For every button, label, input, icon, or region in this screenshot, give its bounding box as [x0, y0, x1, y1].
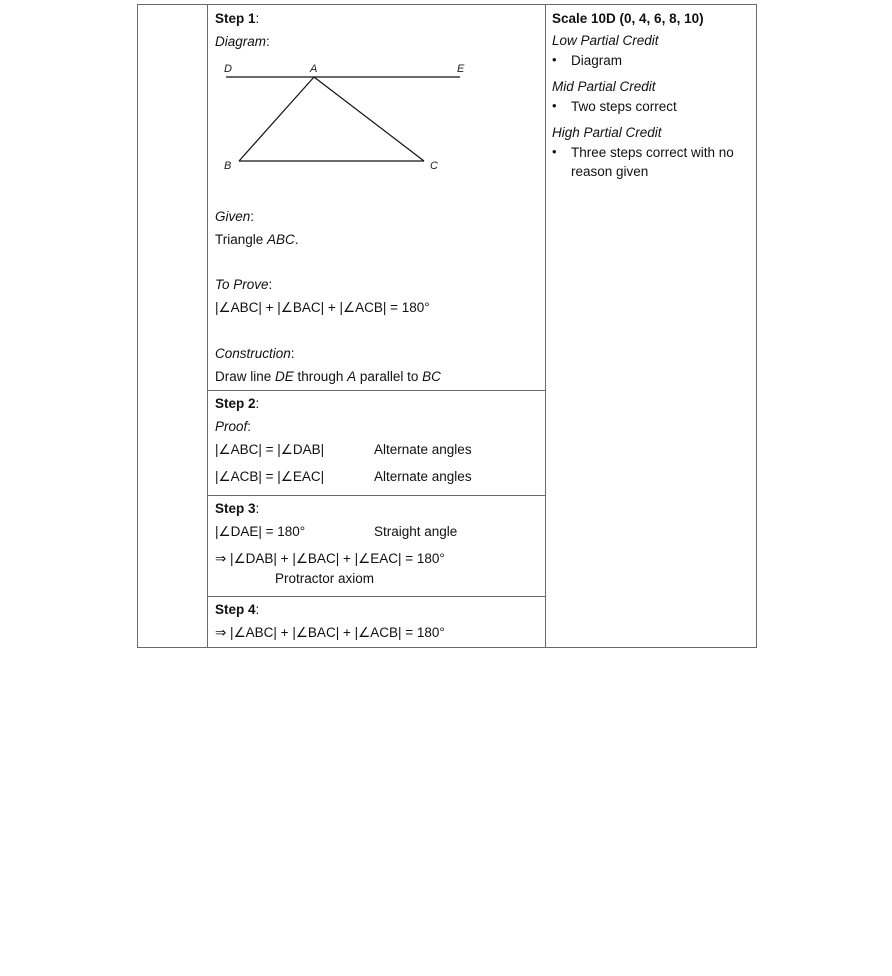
construction-part-5: BC	[422, 369, 441, 384]
point-label-e: E	[457, 63, 465, 75]
step3-reason-2: Protractor axiom	[275, 571, 375, 586]
mid-credit-label: Mid Partial Credit	[552, 79, 656, 94]
high-credit-item-line2: reason given	[571, 164, 649, 179]
construction-text	[215, 368, 441, 386]
low-credit-item: Diagram	[571, 53, 623, 68]
step2-label: Step 2	[215, 396, 256, 411]
point-label-b: B	[224, 160, 232, 172]
step3-heading: Step 3:	[215, 501, 260, 516]
proof-reason-2: Alternate angles	[374, 469, 472, 484]
point-label-d: D	[224, 63, 232, 75]
table-top-border	[137, 4, 757, 5]
proof-statement-1: |∠ABC| = |∠DAB|	[215, 442, 325, 457]
high-credit-item-line1: Three steps correct with no	[571, 145, 734, 160]
step4-statement: ⇒ |∠ABC| + |∠BAC| + |∠ACB| = 180°	[215, 625, 445, 640]
construction-part-2: through	[293, 369, 348, 384]
table-col-divider-1	[207, 4, 208, 648]
construction-part-0: Draw line	[215, 369, 276, 384]
step1-heading: Step 1:	[215, 11, 260, 26]
table-col-divider-2	[545, 4, 546, 648]
table-right-border	[756, 4, 757, 648]
table-left-border	[137, 4, 138, 648]
to-prove-statement: |∠ABC| + |∠BAC| + |∠ACB| = 180°	[215, 300, 430, 315]
triangle-diagram	[210, 55, 480, 180]
scale-title: Scale 10D (0, 4, 6, 8, 10)	[552, 11, 704, 26]
step4-label: Step 4	[215, 602, 256, 617]
to-prove-label: To Prove	[215, 277, 269, 292]
construction-part-4: parallel to	[356, 369, 423, 384]
low-credit-label: Low Partial Credit	[552, 33, 659, 48]
point-label-a: A	[310, 63, 318, 75]
step2-step3-divider	[207, 495, 545, 496]
given-text-word: Triangle	[215, 232, 264, 247]
step2-heading: Step 2:	[215, 396, 260, 411]
diagram-label: Diagram	[215, 34, 267, 49]
high-credit-bullet: •	[552, 144, 557, 159]
proof-reason-1: Alternate angles	[374, 442, 472, 457]
given-heading: Given:	[215, 209, 255, 224]
step3-step4-divider	[207, 596, 545, 597]
construction-part-1: DE	[275, 369, 294, 384]
step1-step2-divider	[207, 390, 545, 391]
diagram-heading: Diagram:	[215, 34, 270, 49]
mid-credit-item: Two steps correct	[571, 99, 677, 114]
given-label: Given	[215, 209, 251, 224]
side-ac	[314, 77, 424, 161]
to-prove-heading: To Prove:	[215, 277, 273, 292]
given-var: ABC	[267, 232, 295, 247]
step4-heading: Step 4:	[215, 602, 260, 617]
step3-statement-2: ⇒ |∠DAB| + |∠BAC| + |∠EAC| = 180°	[215, 551, 445, 566]
proof-statement-2: |∠ACB| = |∠EAC|	[215, 469, 325, 484]
table-bottom-border	[137, 647, 757, 648]
construction-label: Construction	[215, 346, 291, 361]
mid-credit-bullet: •	[552, 98, 557, 113]
point-label-c: C	[430, 160, 438, 172]
construction-part-3: A	[347, 369, 357, 384]
construction-heading: Construction:	[215, 346, 295, 361]
step3-statement-1: |∠DAE| = 180°	[215, 524, 306, 539]
low-credit-bullet: •	[552, 52, 557, 67]
step3-label: Step 3	[215, 501, 256, 516]
high-credit-label: High Partial Credit	[552, 125, 662, 140]
given-text: Triangle ABC.	[215, 232, 299, 247]
step3-reason-1: Straight angle	[374, 524, 458, 539]
proof-label: Proof	[215, 419, 248, 434]
proof-heading: Proof:	[215, 419, 252, 434]
side-ab	[239, 77, 314, 161]
step1-label: Step 1	[215, 11, 256, 26]
